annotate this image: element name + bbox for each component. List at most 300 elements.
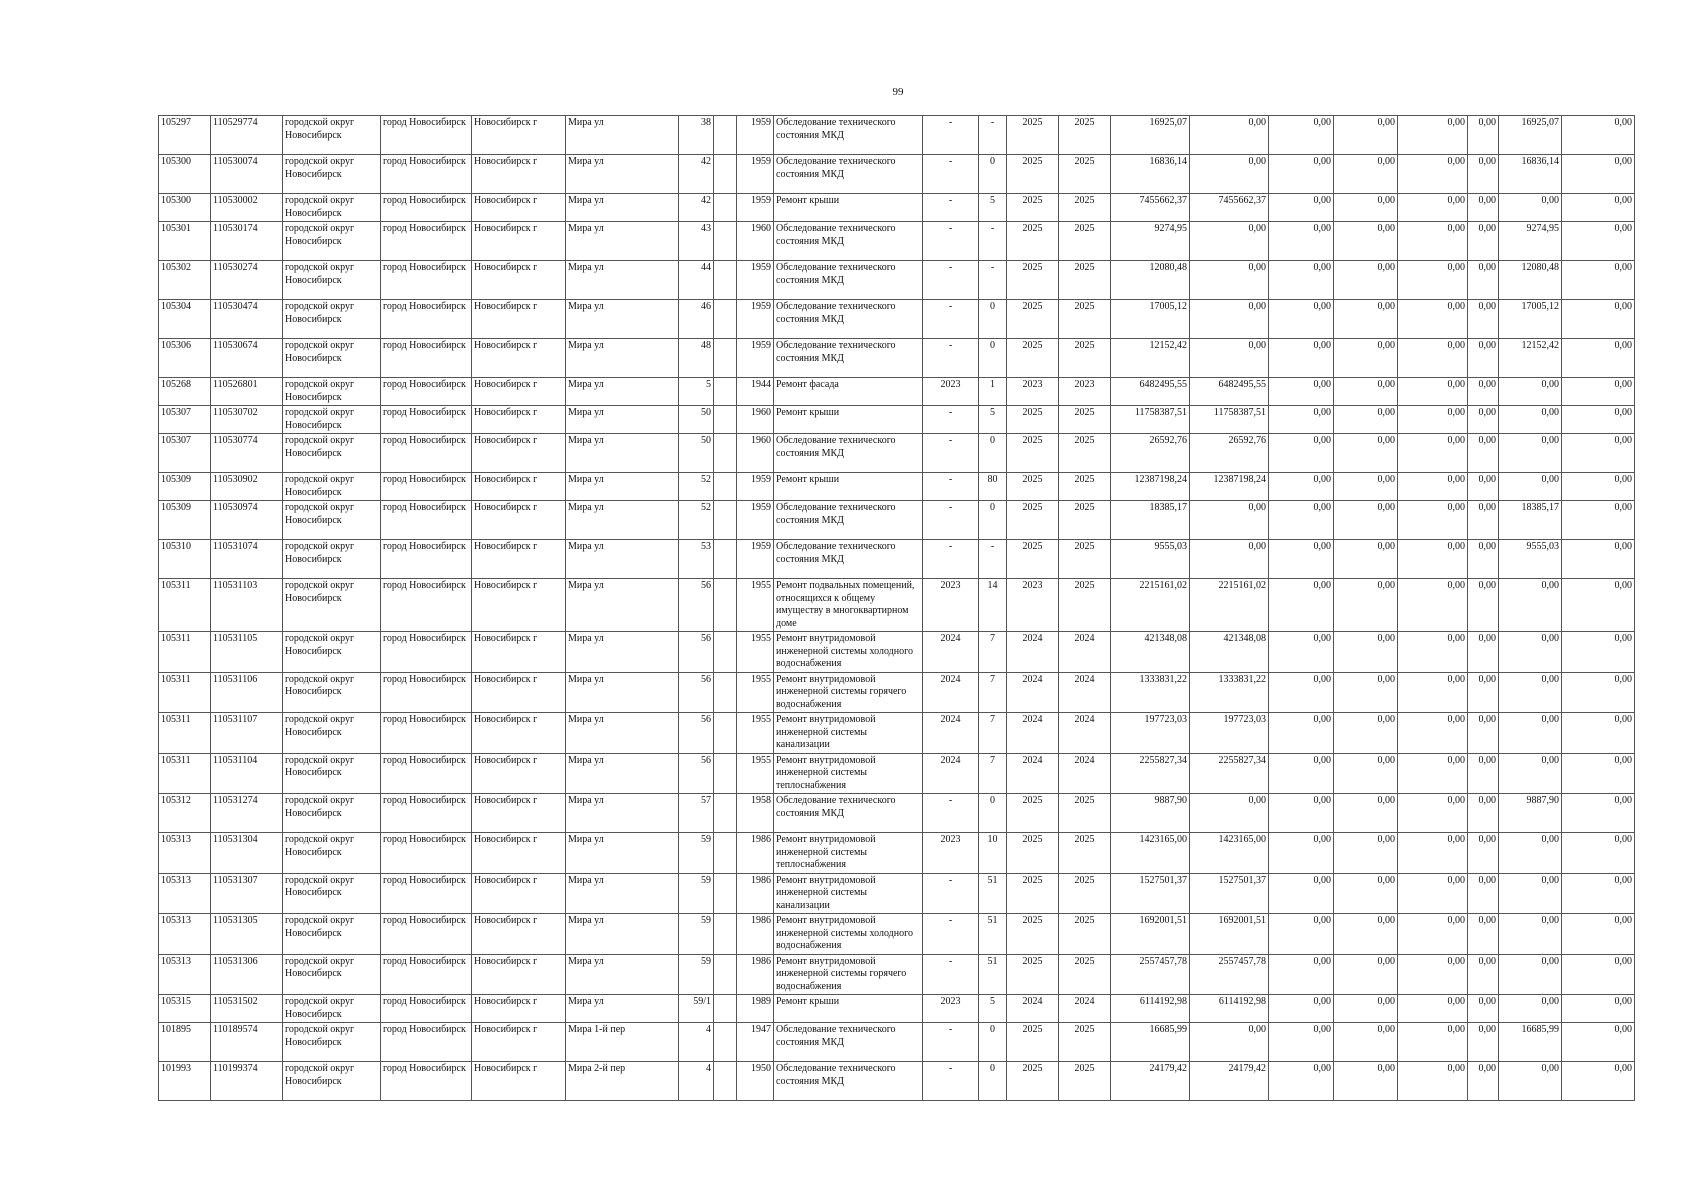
cell-reserve-funds: 0,00 bbox=[1562, 794, 1635, 833]
cell-start-year: 2024 bbox=[1007, 672, 1059, 713]
cell-total-cost: 7455662,37 bbox=[1111, 194, 1190, 222]
cell-work-id: 110530074 bbox=[211, 155, 283, 194]
cell-build-year: 1955 bbox=[737, 713, 774, 754]
cell-building-letter bbox=[714, 540, 737, 579]
cell-reserve-funds: 0,00 bbox=[1562, 753, 1635, 794]
cell-other-funds: 0,00 bbox=[1468, 833, 1499, 874]
cell-local-funds: 0,00 bbox=[1398, 1062, 1468, 1101]
cell-reserve-funds: 0,00 bbox=[1562, 261, 1635, 300]
cell-settlement: город Новосибирск bbox=[381, 914, 472, 955]
cell-regional-funds: 0,00 bbox=[1334, 995, 1398, 1023]
cell-house-number: 59/1 bbox=[679, 995, 714, 1023]
cell-street: Мира ул bbox=[566, 794, 679, 833]
cell-end-year: 2025 bbox=[1059, 914, 1111, 955]
cell-local-funds: 0,00 bbox=[1398, 914, 1468, 955]
cell-end-year: 2025 bbox=[1059, 501, 1111, 540]
cell-owner-funds: 0,00 bbox=[1499, 434, 1562, 473]
cell-building-letter bbox=[714, 873, 737, 914]
cell-settlement: город Новосибирск bbox=[381, 222, 472, 261]
cell-total-cost: 12387198,24 bbox=[1111, 473, 1190, 501]
cell-local-funds: 0,00 bbox=[1398, 378, 1468, 406]
cell-fund-cost: 1333831,22 bbox=[1190, 672, 1269, 713]
cell-city: Новосибирск г bbox=[472, 300, 566, 339]
cell-settlement: город Новосибирск bbox=[381, 116, 472, 155]
cell-plan-year: - bbox=[923, 794, 979, 833]
cell-municipality: городской округ Новосибирск bbox=[283, 378, 381, 406]
cell-build-year: 1959 bbox=[737, 194, 774, 222]
cell-system-id: 105310 bbox=[159, 540, 211, 579]
cell-house-number: 50 bbox=[679, 406, 714, 434]
cell-other-funds: 0,00 bbox=[1468, 995, 1499, 1023]
cell-street: Мира ул bbox=[566, 261, 679, 300]
cell-wear-percent: 80 bbox=[979, 473, 1007, 501]
cell-other-funds: 0,00 bbox=[1468, 261, 1499, 300]
cell-federal-funds: 0,00 bbox=[1269, 540, 1334, 579]
cell-street: Мира ул bbox=[566, 434, 679, 473]
cell-building-letter bbox=[714, 261, 737, 300]
cell-work-id: 110531106 bbox=[211, 672, 283, 713]
cell-system-id: 105306 bbox=[159, 339, 211, 378]
cell-wear-percent: 10 bbox=[979, 833, 1007, 874]
cell-total-cost: 9887,90 bbox=[1111, 794, 1190, 833]
cell-regional-funds: 0,00 bbox=[1334, 540, 1398, 579]
cell-system-id: 105313 bbox=[159, 954, 211, 995]
cell-owner-funds: 9887,90 bbox=[1499, 794, 1562, 833]
cell-work-type: Ремонт крыши bbox=[774, 473, 923, 501]
cell-plan-year: 2024 bbox=[923, 753, 979, 794]
cell-build-year: 1959 bbox=[737, 339, 774, 378]
cell-fund-cost: 0,00 bbox=[1190, 1023, 1269, 1062]
cell-fund-cost: 6482495,55 bbox=[1190, 378, 1269, 406]
cell-house-number: 50 bbox=[679, 434, 714, 473]
cell-local-funds: 0,00 bbox=[1398, 406, 1468, 434]
cell-work-id: 110530174 bbox=[211, 222, 283, 261]
cell-reserve-funds: 0,00 bbox=[1562, 300, 1635, 339]
cell-work-id: 110531307 bbox=[211, 873, 283, 914]
cell-wear-percent: 7 bbox=[979, 672, 1007, 713]
cell-regional-funds: 0,00 bbox=[1334, 1062, 1398, 1101]
cell-municipality: городской округ Новосибирск bbox=[283, 1062, 381, 1101]
cell-fund-cost: 12387198,24 bbox=[1190, 473, 1269, 501]
cell-local-funds: 0,00 bbox=[1398, 222, 1468, 261]
cell-local-funds: 0,00 bbox=[1398, 873, 1468, 914]
cell-system-id: 105309 bbox=[159, 501, 211, 540]
cell-work-type: Обследование технического состояния МКД bbox=[774, 1023, 923, 1062]
cell-end-year: 2025 bbox=[1059, 300, 1111, 339]
cell-reserve-funds: 0,00 bbox=[1562, 194, 1635, 222]
cell-municipality: городской округ Новосибирск bbox=[283, 300, 381, 339]
cell-settlement: город Новосибирск bbox=[381, 473, 472, 501]
cell-street: Мира ул bbox=[566, 579, 679, 632]
cell-street: Мира ул bbox=[566, 873, 679, 914]
cell-municipality: городской округ Новосибирск bbox=[283, 672, 381, 713]
cell-municipality: городской округ Новосибирск bbox=[283, 954, 381, 995]
cell-wear-percent: 51 bbox=[979, 954, 1007, 995]
cell-settlement: город Новосибирск bbox=[381, 713, 472, 754]
cell-plan-year: - bbox=[923, 116, 979, 155]
cell-plan-year: 2024 bbox=[923, 672, 979, 713]
cell-other-funds: 0,00 bbox=[1468, 713, 1499, 754]
cell-city: Новосибирск г bbox=[472, 995, 566, 1023]
cell-plan-year: - bbox=[923, 155, 979, 194]
cell-federal-funds: 0,00 bbox=[1269, 1062, 1334, 1101]
cell-wear-percent: 51 bbox=[979, 873, 1007, 914]
cell-total-cost: 12152,42 bbox=[1111, 339, 1190, 378]
cell-regional-funds: 0,00 bbox=[1334, 914, 1398, 955]
cell-work-id: 110530974 bbox=[211, 501, 283, 540]
cell-work-type: Обследование технического состояния МКД bbox=[774, 501, 923, 540]
cell-system-id: 105313 bbox=[159, 914, 211, 955]
cell-total-cost: 2255827,34 bbox=[1111, 753, 1190, 794]
cell-settlement: город Новосибирск bbox=[381, 954, 472, 995]
cell-system-id: 105311 bbox=[159, 632, 211, 673]
cell-system-id: 105312 bbox=[159, 794, 211, 833]
cell-build-year: 1960 bbox=[737, 406, 774, 434]
cell-fund-cost: 1423165,00 bbox=[1190, 833, 1269, 874]
cell-settlement: город Новосибирск bbox=[381, 753, 472, 794]
cell-plan-year: 2024 bbox=[923, 632, 979, 673]
table-row bbox=[159, 873, 1635, 914]
cell-building-letter bbox=[714, 794, 737, 833]
cell-building-letter bbox=[714, 914, 737, 955]
cell-regional-funds: 0,00 bbox=[1334, 222, 1398, 261]
cell-build-year: 1959 bbox=[737, 116, 774, 155]
cell-fund-cost: 24179,42 bbox=[1190, 1062, 1269, 1101]
cell-house-number: 4 bbox=[679, 1062, 714, 1101]
cell-fund-cost: 421348,08 bbox=[1190, 632, 1269, 673]
cell-regional-funds: 0,00 bbox=[1334, 300, 1398, 339]
cell-end-year: 2025 bbox=[1059, 116, 1111, 155]
cell-regional-funds: 0,00 bbox=[1334, 753, 1398, 794]
cell-wear-percent: - bbox=[979, 261, 1007, 300]
cell-other-funds: 0,00 bbox=[1468, 753, 1499, 794]
cell-plan-year: - bbox=[923, 1062, 979, 1101]
cell-federal-funds: 0,00 bbox=[1269, 794, 1334, 833]
cell-start-year: 2025 bbox=[1007, 116, 1059, 155]
cell-total-cost: 9555,03 bbox=[1111, 540, 1190, 579]
cell-work-type: Ремонт крыши bbox=[774, 995, 923, 1023]
table-row bbox=[159, 339, 1635, 378]
cell-municipality: городской округ Новосибирск bbox=[283, 406, 381, 434]
cell-municipality: городской округ Новосибирск bbox=[283, 155, 381, 194]
cell-city: Новосибирск г bbox=[472, 473, 566, 501]
cell-regional-funds: 0,00 bbox=[1334, 713, 1398, 754]
cell-settlement: город Новосибирск bbox=[381, 794, 472, 833]
cell-wear-percent: 7 bbox=[979, 632, 1007, 673]
table-row bbox=[159, 155, 1635, 194]
cell-regional-funds: 0,00 bbox=[1334, 194, 1398, 222]
cell-build-year: 1944 bbox=[737, 378, 774, 406]
cell-local-funds: 0,00 bbox=[1398, 116, 1468, 155]
cell-local-funds: 0,00 bbox=[1398, 672, 1468, 713]
cell-federal-funds: 0,00 bbox=[1269, 339, 1334, 378]
cell-fund-cost: 7455662,37 bbox=[1190, 194, 1269, 222]
cell-street: Мира 2-й пер bbox=[566, 1062, 679, 1101]
cell-other-funds: 0,00 bbox=[1468, 914, 1499, 955]
cell-reserve-funds: 0,00 bbox=[1562, 501, 1635, 540]
cell-end-year: 2025 bbox=[1059, 473, 1111, 501]
cell-other-funds: 0,00 bbox=[1468, 1062, 1499, 1101]
cell-plan-year: - bbox=[923, 222, 979, 261]
cell-local-funds: 0,00 bbox=[1398, 632, 1468, 673]
cell-street: Мира ул bbox=[566, 995, 679, 1023]
cell-regional-funds: 0,00 bbox=[1334, 672, 1398, 713]
table-row bbox=[159, 501, 1635, 540]
cell-fund-cost: 0,00 bbox=[1190, 116, 1269, 155]
cell-fund-cost: 0,00 bbox=[1190, 261, 1269, 300]
cell-wear-percent: 0 bbox=[979, 794, 1007, 833]
cell-system-id: 105311 bbox=[159, 713, 211, 754]
cell-building-letter bbox=[714, 155, 737, 194]
cell-municipality: городской округ Новосибирск bbox=[283, 501, 381, 540]
table-row bbox=[159, 1062, 1635, 1101]
cell-city: Новосибирск г bbox=[472, 1023, 566, 1062]
cell-start-year: 2025 bbox=[1007, 873, 1059, 914]
cell-federal-funds: 0,00 bbox=[1269, 434, 1334, 473]
cell-work-type: Обследование технического состояния МКД bbox=[774, 300, 923, 339]
cell-build-year: 1959 bbox=[737, 540, 774, 579]
cell-house-number: 42 bbox=[679, 155, 714, 194]
table-row bbox=[159, 540, 1635, 579]
cell-regional-funds: 0,00 bbox=[1334, 794, 1398, 833]
cell-build-year: 1986 bbox=[737, 873, 774, 914]
table-row bbox=[159, 579, 1635, 632]
cell-reserve-funds: 0,00 bbox=[1562, 579, 1635, 632]
cell-reserve-funds: 0,00 bbox=[1562, 473, 1635, 501]
cell-build-year: 1955 bbox=[737, 753, 774, 794]
cell-total-cost: 18385,17 bbox=[1111, 501, 1190, 540]
cell-municipality: городской округ Новосибирск bbox=[283, 339, 381, 378]
cell-house-number: 56 bbox=[679, 632, 714, 673]
cell-federal-funds: 0,00 bbox=[1269, 833, 1334, 874]
cell-system-id: 105311 bbox=[159, 753, 211, 794]
cell-federal-funds: 0,00 bbox=[1269, 501, 1334, 540]
cell-start-year: 2024 bbox=[1007, 753, 1059, 794]
table-row bbox=[159, 713, 1635, 754]
cell-city: Новосибирск г bbox=[472, 155, 566, 194]
cell-build-year: 1955 bbox=[737, 632, 774, 673]
cell-house-number: 53 bbox=[679, 540, 714, 579]
cell-other-funds: 0,00 bbox=[1468, 473, 1499, 501]
cell-municipality: городской округ Новосибирск bbox=[283, 194, 381, 222]
cell-street: Мира ул bbox=[566, 713, 679, 754]
cell-fund-cost: 0,00 bbox=[1190, 155, 1269, 194]
cell-local-funds: 0,00 bbox=[1398, 339, 1468, 378]
cell-building-letter bbox=[714, 753, 737, 794]
cell-other-funds: 0,00 bbox=[1468, 378, 1499, 406]
cell-plan-year: - bbox=[923, 194, 979, 222]
cell-other-funds: 0,00 bbox=[1468, 406, 1499, 434]
cell-regional-funds: 0,00 bbox=[1334, 406, 1398, 434]
cell-fund-cost: 0,00 bbox=[1190, 222, 1269, 261]
cell-system-id: 105309 bbox=[159, 473, 211, 501]
cell-work-type: Обследование технического состояния МКД bbox=[774, 434, 923, 473]
cell-end-year: 2025 bbox=[1059, 339, 1111, 378]
cell-fund-cost: 0,00 bbox=[1190, 339, 1269, 378]
cell-build-year: 1960 bbox=[737, 222, 774, 261]
cell-system-id: 105297 bbox=[159, 116, 211, 155]
cell-work-id: 110531274 bbox=[211, 794, 283, 833]
table-row bbox=[159, 261, 1635, 300]
table-row bbox=[159, 672, 1635, 713]
cell-house-number: 38 bbox=[679, 116, 714, 155]
cell-city: Новосибирск г bbox=[472, 378, 566, 406]
cell-build-year: 1950 bbox=[737, 1062, 774, 1101]
cell-other-funds: 0,00 bbox=[1468, 501, 1499, 540]
cell-work-type: Обследование технического состояния МКД bbox=[774, 116, 923, 155]
cell-building-letter bbox=[714, 116, 737, 155]
cell-plan-year: - bbox=[923, 914, 979, 955]
cell-regional-funds: 0,00 bbox=[1334, 833, 1398, 874]
cell-system-id: 105304 bbox=[159, 300, 211, 339]
cell-house-number: 56 bbox=[679, 713, 714, 754]
cell-fund-cost: 2557457,78 bbox=[1190, 954, 1269, 995]
cell-federal-funds: 0,00 bbox=[1269, 473, 1334, 501]
cell-local-funds: 0,00 bbox=[1398, 794, 1468, 833]
cell-end-year: 2024 bbox=[1059, 632, 1111, 673]
cell-work-type: Ремонт фасада bbox=[774, 378, 923, 406]
cell-wear-percent: - bbox=[979, 222, 1007, 261]
table-row bbox=[159, 378, 1635, 406]
cell-city: Новосибирск г bbox=[472, 116, 566, 155]
cell-plan-year: - bbox=[923, 406, 979, 434]
table-row bbox=[159, 833, 1635, 874]
cell-owner-funds: 18385,17 bbox=[1499, 501, 1562, 540]
cell-regional-funds: 0,00 bbox=[1334, 339, 1398, 378]
cell-building-letter bbox=[714, 300, 737, 339]
cell-end-year: 2025 bbox=[1059, 155, 1111, 194]
cell-wear-percent: 5 bbox=[979, 406, 1007, 434]
cell-house-number: 59 bbox=[679, 954, 714, 995]
cell-end-year: 2025 bbox=[1059, 434, 1111, 473]
cell-regional-funds: 0,00 bbox=[1334, 873, 1398, 914]
cell-total-cost: 421348,08 bbox=[1111, 632, 1190, 673]
cell-city: Новосибирск г bbox=[472, 873, 566, 914]
cell-street: Мира ул bbox=[566, 406, 679, 434]
cell-work-type: Обследование технического состояния МКД bbox=[774, 339, 923, 378]
cell-settlement: город Новосибирск bbox=[381, 579, 472, 632]
cell-street: Мира ул bbox=[566, 300, 679, 339]
cell-build-year: 1959 bbox=[737, 261, 774, 300]
cell-fund-cost: 0,00 bbox=[1190, 501, 1269, 540]
cell-street: Мира ул bbox=[566, 833, 679, 874]
page-number: 99 bbox=[892, 86, 904, 98]
cell-owner-funds: 0,00 bbox=[1499, 406, 1562, 434]
cell-start-year: 2025 bbox=[1007, 794, 1059, 833]
cell-federal-funds: 0,00 bbox=[1269, 995, 1334, 1023]
cell-work-id: 110531074 bbox=[211, 540, 283, 579]
cell-federal-funds: 0,00 bbox=[1269, 261, 1334, 300]
cell-work-type: Ремонт внутридомовой инженерной системы канализации bbox=[774, 713, 923, 754]
cell-system-id: 105307 bbox=[159, 434, 211, 473]
cell-house-number: 56 bbox=[679, 672, 714, 713]
cell-federal-funds: 0,00 bbox=[1269, 1023, 1334, 1062]
cell-end-year: 2025 bbox=[1059, 954, 1111, 995]
cell-federal-funds: 0,00 bbox=[1269, 753, 1334, 794]
cell-settlement: город Новосибирск bbox=[381, 194, 472, 222]
cell-street: Мира ул bbox=[566, 155, 679, 194]
cell-city: Новосибирск г bbox=[472, 339, 566, 378]
cell-total-cost: 1333831,22 bbox=[1111, 672, 1190, 713]
cell-owner-funds: 0,00 bbox=[1499, 873, 1562, 914]
cell-build-year: 1955 bbox=[737, 579, 774, 632]
cell-building-letter bbox=[714, 713, 737, 754]
register-body bbox=[159, 116, 1635, 1101]
cell-plan-year: - bbox=[923, 873, 979, 914]
cell-settlement: город Новосибирск bbox=[381, 339, 472, 378]
cell-federal-funds: 0,00 bbox=[1269, 300, 1334, 339]
cell-owner-funds: 9555,03 bbox=[1499, 540, 1562, 579]
cell-system-id: 105313 bbox=[159, 873, 211, 914]
cell-street: Мира ул bbox=[566, 753, 679, 794]
cell-regional-funds: 0,00 bbox=[1334, 434, 1398, 473]
cell-federal-funds: 0,00 bbox=[1269, 155, 1334, 194]
cell-reserve-funds: 0,00 bbox=[1562, 833, 1635, 874]
cell-work-id: 110530702 bbox=[211, 406, 283, 434]
cell-build-year: 1947 bbox=[737, 1023, 774, 1062]
cell-wear-percent: 0 bbox=[979, 155, 1007, 194]
cell-federal-funds: 0,00 bbox=[1269, 378, 1334, 406]
cell-build-year: 1959 bbox=[737, 473, 774, 501]
cell-total-cost: 6114192,98 bbox=[1111, 995, 1190, 1023]
cell-other-funds: 0,00 bbox=[1468, 540, 1499, 579]
cell-work-id: 110530774 bbox=[211, 434, 283, 473]
cell-building-letter bbox=[714, 339, 737, 378]
cell-local-funds: 0,00 bbox=[1398, 261, 1468, 300]
table-row bbox=[159, 300, 1635, 339]
cell-owner-funds: 16685,99 bbox=[1499, 1023, 1562, 1062]
cell-other-funds: 0,00 bbox=[1468, 300, 1499, 339]
cell-municipality: городской округ Новосибирск bbox=[283, 632, 381, 673]
cell-end-year: 2025 bbox=[1059, 873, 1111, 914]
cell-building-letter bbox=[714, 579, 737, 632]
cell-house-number: 56 bbox=[679, 579, 714, 632]
cell-house-number: 48 bbox=[679, 339, 714, 378]
cell-city: Новосибирск г bbox=[472, 794, 566, 833]
cell-build-year: 1989 bbox=[737, 995, 774, 1023]
cell-regional-funds: 0,00 bbox=[1334, 501, 1398, 540]
cell-reserve-funds: 0,00 bbox=[1562, 222, 1635, 261]
cell-total-cost: 2557457,78 bbox=[1111, 954, 1190, 995]
cell-total-cost: 12080,48 bbox=[1111, 261, 1190, 300]
cell-plan-year: 2023 bbox=[923, 833, 979, 874]
cell-settlement: город Новосибирск bbox=[381, 1062, 472, 1101]
cell-start-year: 2023 bbox=[1007, 378, 1059, 406]
cell-end-year: 2025 bbox=[1059, 261, 1111, 300]
cell-wear-percent: 14 bbox=[979, 579, 1007, 632]
cell-work-type: Ремонт крыши bbox=[774, 194, 923, 222]
cell-house-number: 52 bbox=[679, 473, 714, 501]
cell-city: Новосибирск г bbox=[472, 833, 566, 874]
cell-reserve-funds: 0,00 bbox=[1562, 155, 1635, 194]
cell-city: Новосибирск г bbox=[472, 501, 566, 540]
cell-owner-funds: 0,00 bbox=[1499, 632, 1562, 673]
cell-reserve-funds: 0,00 bbox=[1562, 632, 1635, 673]
cell-settlement: город Новосибирск bbox=[381, 995, 472, 1023]
table-row bbox=[159, 753, 1635, 794]
cell-street: Мира ул bbox=[566, 954, 679, 995]
cell-wear-percent: - bbox=[979, 540, 1007, 579]
cell-start-year: 2025 bbox=[1007, 155, 1059, 194]
cell-local-funds: 0,00 bbox=[1398, 473, 1468, 501]
cell-work-id: 110530002 bbox=[211, 194, 283, 222]
cell-fund-cost: 0,00 bbox=[1190, 540, 1269, 579]
cell-end-year: 2024 bbox=[1059, 995, 1111, 1023]
cell-city: Новосибирск г bbox=[472, 434, 566, 473]
cell-city: Новосибирск г bbox=[472, 222, 566, 261]
cell-local-funds: 0,00 bbox=[1398, 579, 1468, 632]
cell-reserve-funds: 0,00 bbox=[1562, 914, 1635, 955]
